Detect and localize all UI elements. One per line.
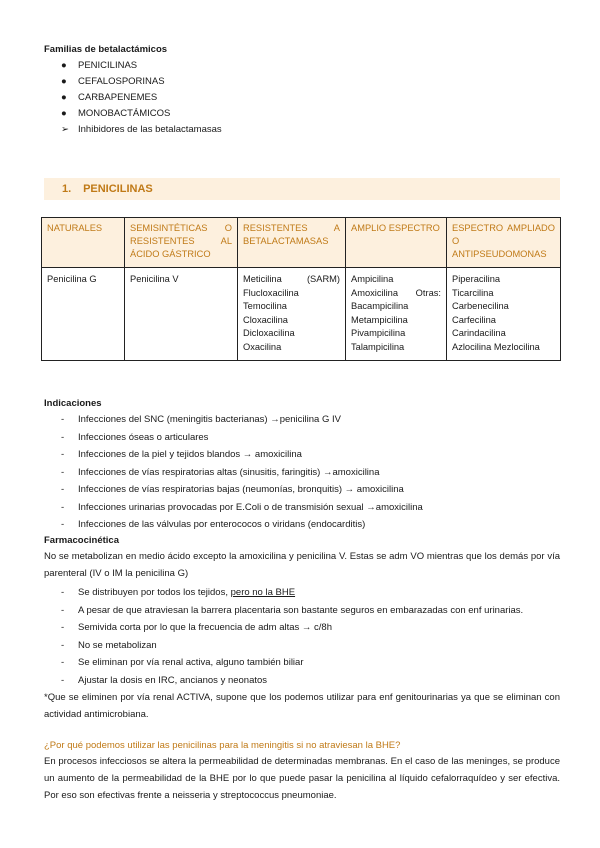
families-item: ● CEFALOSPORINAS [44, 74, 560, 90]
list-item: - Ajustar la dosis en IRC, ancianos y neonatos [44, 672, 560, 690]
pharma-list [44, 584, 560, 689]
dash-icon: - [61, 501, 65, 513]
families-item: ● CARBAPENEMES [44, 90, 560, 106]
section-number: 1. [62, 183, 72, 195]
table-cell: Ampicilina Amoxicilina Otras: Bacampicilina Metampicilina Pivampicilina Talampicilina [346, 268, 447, 361]
families-title: Familias de betalactámicos [44, 44, 168, 55]
list-item: - Semivida corta por lo que la frecuencia de adm altas → c/8h [44, 619, 560, 637]
bullet-icon: ● [61, 108, 67, 119]
list-item: - Se eliminan por vía renal activa, alguno también biliar [44, 654, 560, 672]
dash-icon: - [61, 639, 65, 651]
list-item: - No se metabolizan [44, 637, 560, 655]
dash-icon: - [61, 622, 65, 633]
table-header: SEMISINTÉTICAS O RESISTENTES AL ÁCIDO GÁSTRICO [125, 218, 238, 268]
dash-icon: - [61, 466, 65, 478]
table-header: AMPLIO ESPECTRO [346, 218, 447, 268]
dash-icon: - [61, 604, 65, 616]
families-item: ● PENICILINAS [44, 58, 560, 74]
families-item: ➢ Inhibidores de las betalactamasas [44, 122, 560, 138]
table-header: RESISTENTES A BETALACTAMASAS [238, 218, 346, 268]
table-row [42, 268, 561, 361]
bullet-icon: ● [61, 76, 67, 87]
table-cell: Piperacilina Ticarcilina Carbenecilina Carfecilina Carindacilina Azlocilina Mezlocilina [447, 268, 561, 361]
penicillin-table [41, 217, 561, 361]
list-item: - Se distribuyen por todos los tejidos, pero no la BHE [44, 584, 560, 602]
list-item: - Infecciones del SNC (meningitis bacterianas) →penicilina G IV [44, 411, 560, 429]
families-item: ● MONOBACTÁMICOS [44, 106, 560, 122]
activity-note: *Que se eliminen por vía renal ACTIVA, supone que los podemos utilizar para enf genitourinarias ya que se eliminan con actividad antimicrobiana. [44, 692, 560, 720]
families-list [44, 58, 560, 138]
section-title: PENICILINAS [83, 183, 153, 195]
question-answer: En procesos infecciosos se altera la permeabilidad de determinadas membranas. En el caso de las meninges, se produce un aumento de la permeabilidad de la BHE por lo que puede pasar la penicilina al líquido cefalorraquídeo y ser efectiva. Por eso son efectivas frente a neisseria y streptococcus pneumoniae. [44, 756, 560, 801]
bullet-icon: ● [61, 60, 67, 71]
indications-list [44, 411, 560, 534]
question-title: ¿Por qué podemos utilizar las penicilinas para la meningitis si no atraviesan la BHE? [44, 740, 401, 751]
table-header: NATURALES [42, 218, 125, 268]
dash-icon: - [61, 431, 65, 443]
indications-title: Indicaciones [44, 398, 102, 409]
arrow-bullet-icon: ➢ [61, 124, 69, 135]
list-item: - Infecciones de las válvulas por enterococos o viridans (endocarditis) [44, 516, 560, 534]
dash-icon: - [61, 484, 65, 495]
list-item: - Infecciones de vías respiratorias altas (sinusitis, faringitis) →amoxicilina [44, 464, 560, 482]
section-heading [44, 178, 560, 200]
pharma-intro: No se metabolizan en medio ácido excepto la amoxicilina y penicilina V. Estas se adm VO mientras que los demás por vía parenteral (IV o IM la penicilina G) [44, 551, 560, 579]
table-cell: Penicilina V [125, 268, 238, 361]
table-header-row [42, 218, 561, 268]
dash-icon: - [61, 657, 65, 668]
list-item: - A pesar de que atraviesan la barrera placentaria son bastante seguros en embarazadas con enf urinarias. [44, 602, 560, 620]
list-item: - Infecciones de vías respiratorias bajas (neumonías, bronquitis) → amoxicilina [44, 481, 560, 499]
bullet-icon: ● [61, 92, 67, 103]
table-cell: Meticilina (SARM) Flucloxacilina Temocilina Cloxacilina Dicloxacilina Oxacilina [238, 268, 346, 361]
list-item: - Infecciones urinarias provocadas por E.Coli o de transmisión sexual →amoxicilina [44, 499, 560, 517]
list-item: - Infecciones de la piel y tejidos blandos → amoxicilina [44, 446, 560, 464]
dash-icon: - [61, 449, 65, 460]
dash-icon: - [61, 519, 65, 530]
table-cell: Penicilina G [42, 268, 125, 361]
list-item: - Infecciones óseas o articulares [44, 429, 560, 447]
pharma-title: Farmacocinética [44, 535, 119, 546]
table-header: ESPECTRO AMPLIADO O ANTIPSEUDOMONAS [447, 218, 561, 268]
dash-icon: - [61, 674, 65, 686]
dash-icon: - [61, 587, 65, 598]
dash-icon: - [61, 414, 65, 425]
